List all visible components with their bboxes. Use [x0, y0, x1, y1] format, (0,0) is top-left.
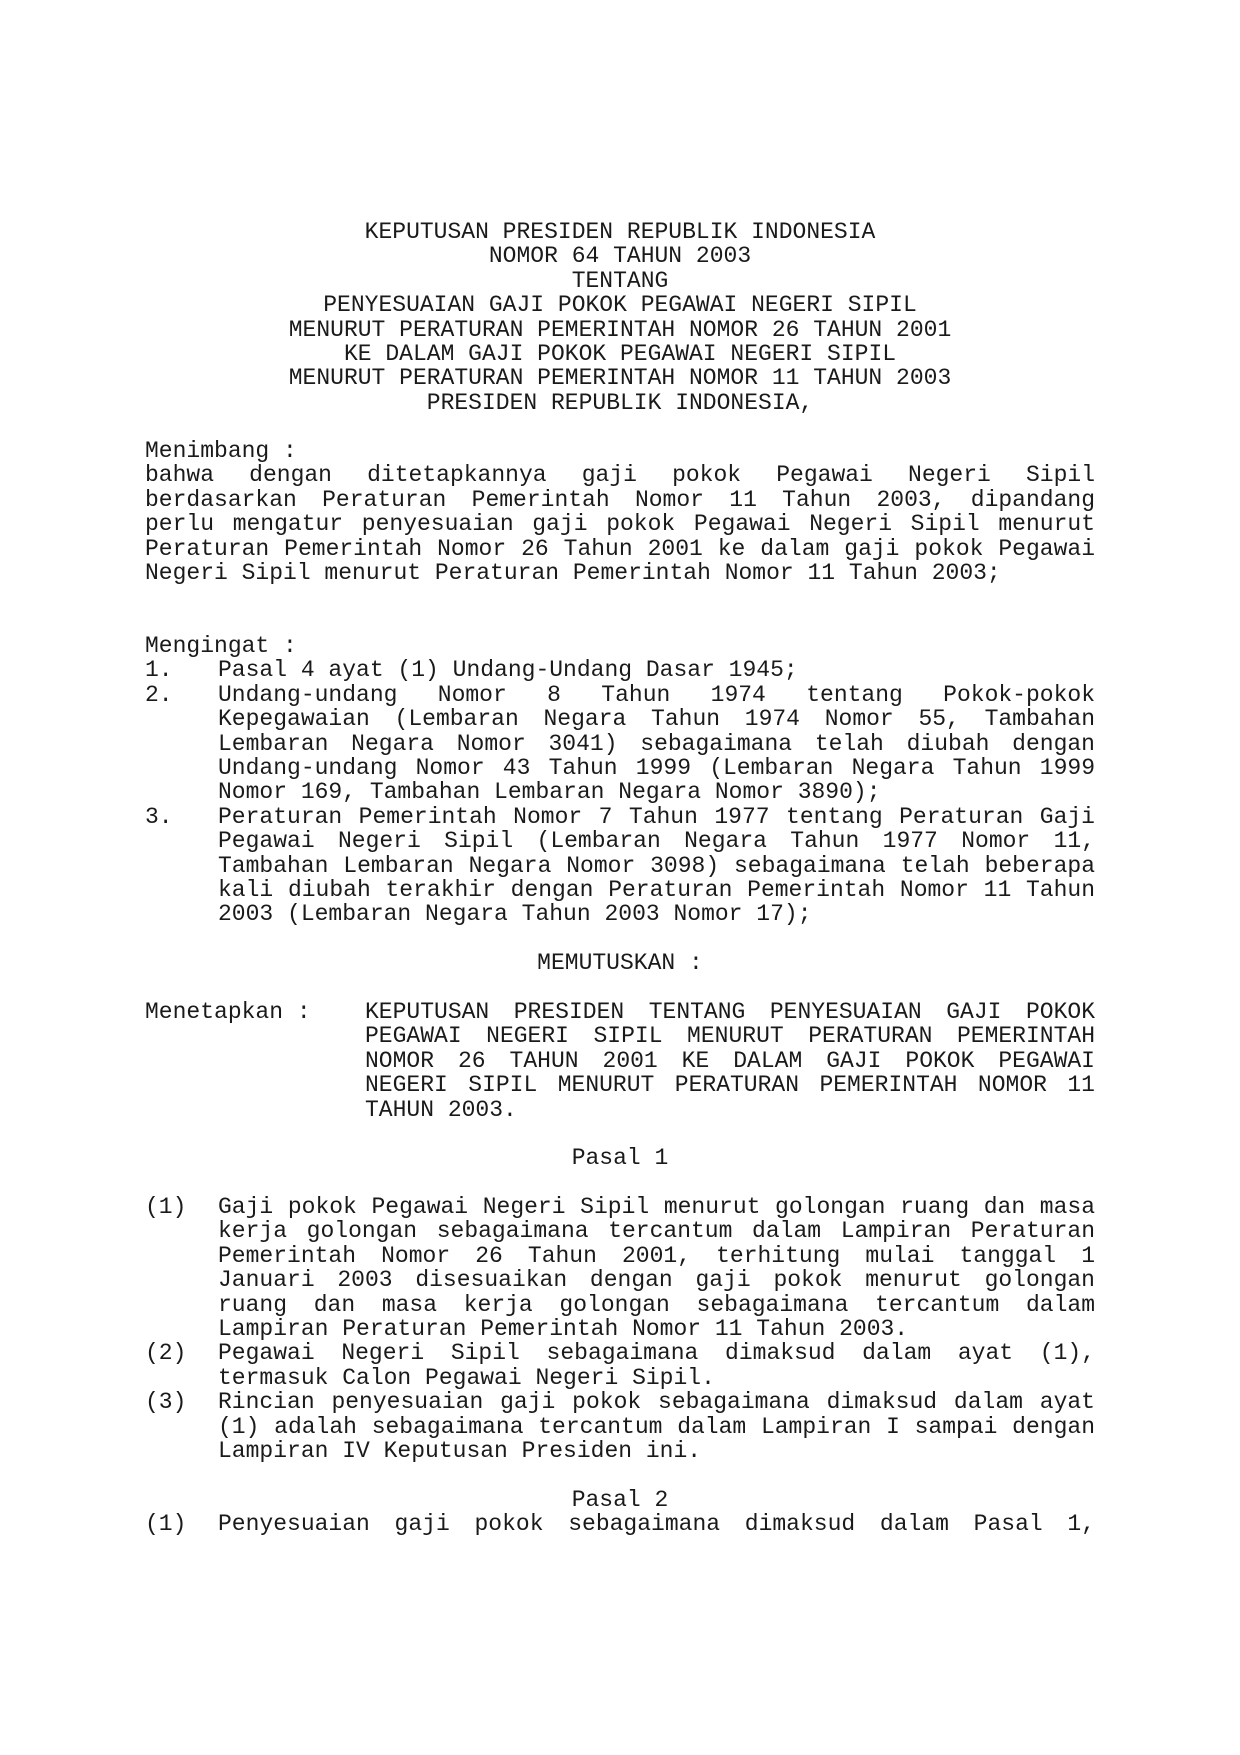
pasal-1-section: [145, 1195, 1095, 1463]
list-item: [145, 1341, 1095, 1390]
item-number: (2): [145, 1340, 187, 1367]
mengingat-label: Mengingat :: [145, 633, 297, 659]
item-number: (1): [145, 1511, 187, 1537]
pasal-2-title: Pasal 2: [571, 1487, 669, 1513]
item-number: 1.: [145, 657, 173, 684]
pasal-2-section: [145, 1512, 1095, 1536]
header-line: TENTANG: [571, 267, 669, 294]
item-number: (3): [145, 1389, 187, 1416]
menimbang-text: bahwa dengan ditetapkannya gaji pokok Pegawai Negeri Sipil berdasarkan Peraturan Pemerintah Nomor 11 Tahun 2003, dipandang perlu mengatur penyesuaian gaji pokok Pegawai Negeri Sipil menurut Peraturan Pemerintah Nomor 26 Tahun 2001 ke dalam gaji pokok Pegawai Negeri Sipil menurut Peraturan Pemerintah Nomor 11 Tahun 2003;: [145, 462, 1095, 587]
item-text: Peraturan Pemerintah Nomor 7 Tahun 1977 tentang Peraturan Gaji Pegawai Negeri Sipil (Lembaran Negara Tahun 1977 Nomor 11, Tambahan Lembaran Negara Nomor 3098) sebagaimana telah beberapa kali diubah terakhir dengan Peraturan Pemerintah Nomor 11 Tahun 2003 (Lembaran Negara Tahun 2003 Nomor 17);: [218, 803, 1095, 928]
list-item: [145, 1195, 1095, 1341]
header-line: MENURUT PERATURAN PEMERINTAH NOMOR 26 TAHUN 2001: [288, 316, 952, 343]
list-item: [145, 1512, 1095, 1536]
memutuskan-heading: MEMUTUSKAN :: [537, 950, 703, 976]
menetapkan-section: [145, 1000, 1095, 1122]
list-item: [145, 683, 1095, 805]
document-header: [145, 220, 1095, 415]
item-text: Undang-undang Nomor 8 Tahun 1974 tentang Pokok-pokok Kepegawaian (Lembaran Negara Tahun 1974 Nomor 55, Tambahan Lembaran Negara Nomor 3041) sebagaimana telah diubah dengan Undang-undang Nomor 43 Tahun 1999 (Lembaran Negara Tahun 1999 Nomor 169, Tambahan Lembaran Negara Nomor 3890);: [218, 681, 1095, 806]
item-text: Penyesuaian gaji pokok sebagaimana dimaksud dalam Pasal 1,: [218, 1511, 1095, 1537]
list-item: [145, 1390, 1095, 1463]
item-number: 2.: [145, 681, 173, 708]
header-line: PRESIDEN REPUBLIK INDONESIA,: [426, 389, 814, 416]
menetapkan-label: Menetapkan :: [145, 999, 311, 1025]
header-line: KE DALAM GAJI POKOK PEGAWAI NEGERI SIPIL: [343, 341, 897, 368]
item-text: Pegawai Negeri Sipil sebagaimana dimaksud dalam ayat (1), termasuk Calon Pegawai Negeri Sipil.: [218, 1340, 1095, 1391]
header-line: MENURUT PERATURAN PEMERINTAH NOMOR 11 TAHUN 2003: [288, 365, 952, 392]
item-text: Pasal 4 ayat (1) Undang-Undang Dasar 1945;: [218, 657, 798, 684]
pasal-1-title: Pasal 1: [571, 1145, 669, 1171]
item-number: 3.: [145, 803, 173, 830]
item-text: Gaji pokok Pegawai Negeri Sipil menurut golongan ruang dan masa kerja golongan sebagaimana tercantum dalam Lampiran Peraturan Pemerintah Nomor 26 Tahun 2001, terhitung mulai tanggal 1 Januari 2003 disesuaikan dengan gaji pokok menurut golongan ruang dan masa kerja golongan sebagaimana tercantum dalam Lampiran Peraturan Pemerintah Nomor 11 Tahun 2003.: [218, 1194, 1095, 1343]
mengingat-section: [145, 634, 1095, 927]
header-line: PENYESUAIAN GAJI POKOK PEGAWAI NEGERI SIPIL: [323, 292, 917, 319]
list-item: [145, 805, 1095, 927]
menimbang-section: [145, 439, 1095, 585]
item-number: (1): [145, 1194, 187, 1220]
list-item: [145, 658, 1095, 682]
menimbang-label: Menimbang :: [145, 438, 297, 464]
menetapkan-text: KEPUTUSAN PRESIDEN TENTANG PENYESUAIAN GAJI POKOK PEGAWAI NEGERI SIPIL MENURUT PERATURAN PEMERINTAH NOMOR 26 TAHUN 2001 KE DALAM GAJI POKOK PEGAWAI NEGERI SIPIL MENURUT PERATURAN PEMERINTAH NOMOR 11 TAHUN 2003.: [365, 999, 1095, 1123]
item-text: Rincian penyesuaian gaji pokok sebagaimana dimaksud dalam ayat (1) adalah sebagaimana tercantum dalam Lampiran I sampai dengan Lampiran IV Keputusan Presiden ini.: [218, 1389, 1095, 1465]
header-line: KEPUTUSAN PRESIDEN REPUBLIK INDONESIA: [364, 219, 876, 245]
header-line: NOMOR 64 TAHUN 2003: [488, 243, 752, 270]
